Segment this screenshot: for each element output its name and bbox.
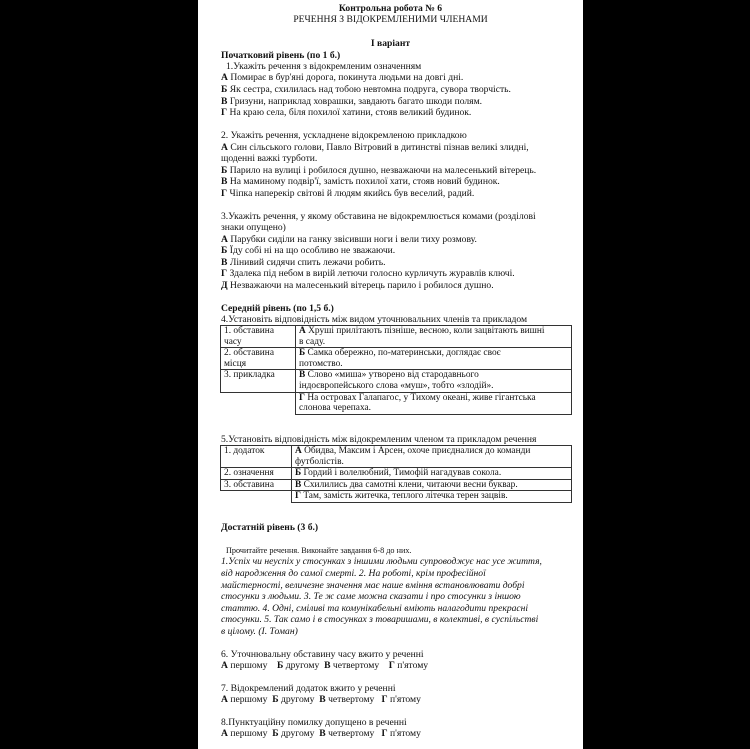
table-row bbox=[221, 370, 572, 392]
q4-right-cell: Г На островах Галапагос, у Тихому океані, живе гігантська слонова черепаха. bbox=[296, 392, 572, 414]
q2-option-a: А Син сільського голови, Павло Вітровий в дитинстві пізнав великі злидні, bbox=[221, 142, 529, 153]
table-row bbox=[221, 326, 572, 348]
table-row bbox=[221, 491, 572, 503]
q4-matching-table bbox=[220, 325, 572, 415]
q4-text: 4.Установіть відповідність між видом уточнювальних членів та прикладом bbox=[221, 314, 528, 325]
q5-right-cell: А Обидва, Максим і Арсен, охоче приєдналися до команди футболістів. bbox=[292, 446, 572, 468]
q4-left-cell: 1. обставина часу bbox=[221, 326, 296, 348]
q3-option-b: Б Їду собі ні на що особливо не зважаючи. bbox=[221, 245, 396, 256]
q4-right-cell: Б Самка обережно, по-материнськи, доглядає своє потомство. bbox=[296, 348, 572, 370]
level1-title: Початковий рівень (по 1 б.) bbox=[221, 50, 341, 61]
q1-option-d: Г На краю села, біля похилої хатини, стояв великий будинок. bbox=[221, 107, 472, 118]
q3-option-a: А Парубки сиділи на ганку звісивши ноги і вели тиху розмову. bbox=[221, 234, 477, 245]
q3-text-line1: 3.Укажіть речення, у якому обставина не відокремлюється комами (розділові bbox=[221, 211, 536, 222]
q4-left-cell bbox=[221, 392, 296, 414]
q5-left-cell: 2. означення bbox=[221, 468, 292, 480]
passage-line: від народження до самої смерті. 2. На роботі, крім професійної bbox=[221, 568, 486, 579]
passage-line: стосунки з людьми. 3. Те ж саме можна сказати і про стосунки з іншою bbox=[221, 591, 521, 602]
passage-line: статтю. 4. Одні, сміливі та комунікабельні вміють налагодити прекрасні bbox=[221, 603, 529, 614]
q4-right-cell: В Слово «миша» утворено від стародавнього індоєвропейського слова «муш», тобто «злодій». bbox=[296, 370, 572, 392]
passage-line: стосунки. 5. Так само і в стосунках з товаришами, в колективі, в суспільстві bbox=[221, 614, 539, 625]
q1-option-b: Б Як сестра, схилилась над тобою невтомна подруга, сувора творчість. bbox=[221, 84, 511, 95]
q3-option-e: Д Незважаючи на малесенький вітерець парило і робилося душно. bbox=[221, 280, 494, 291]
q5-right-cell: Г Там, замість житечка, теплого літечка терен зацвів. bbox=[292, 491, 572, 503]
q8-text: 8.Пунктуаційну помилку допущено в реченні bbox=[221, 717, 407, 728]
q5-left-cell: 3. обставина bbox=[221, 479, 292, 491]
q6-options: А першому Б другому В четвертому Г п'ятому bbox=[221, 660, 429, 671]
level2-title: Середній рівень (по 1,5 б.) bbox=[221, 303, 334, 314]
q2-option-c: В На маминому подвір'ї, замість похилої хати, стояв новий будинок. bbox=[221, 176, 500, 187]
q3-option-c: В Лінивий сидячи спить лежачи робить. bbox=[221, 257, 386, 268]
q2-option-d: Г Чіпка наперекір світові й людям якийсь був веселий, радий. bbox=[221, 188, 475, 199]
q2-option-b: Б Парило на вулиці і робилося душно, незважаючи на малесенький вітерець. bbox=[221, 165, 537, 176]
table-row bbox=[221, 392, 572, 414]
q7-text: 7. Відокремлений додаток вжито у реченні bbox=[221, 683, 396, 694]
variant-heading: І варіант bbox=[370, 38, 411, 49]
page-title: Контрольна робота № 6 bbox=[338, 3, 443, 14]
passage-line: майстерності, величезне значення має наше вміння встановлювати добрі bbox=[221, 580, 525, 591]
q1-text: 1.Укажіть речення з відокремленим означенням bbox=[226, 61, 422, 72]
q5-left-cell: 1. додаток bbox=[221, 446, 292, 468]
table-row bbox=[221, 446, 572, 468]
level3-title: Достатній рівень (3 б.) bbox=[221, 522, 319, 533]
q6-text: 6. Уточнювальну обставину часу вжито у реченні bbox=[221, 649, 424, 660]
table-row bbox=[221, 479, 572, 491]
q5-matching-table bbox=[220, 445, 572, 503]
q2-text: 2. Укажіть речення, ускладнене відокремленою прикладкою bbox=[221, 130, 467, 141]
passage-line: в цілому. (І. Томан) bbox=[221, 626, 298, 637]
q4-right-cell: А Хруші прилітають пізніше, весною, коли зацвітають вишні в саду. bbox=[296, 326, 572, 348]
q7-options: А першому Б другому В четвертому Г п'ятому bbox=[221, 694, 421, 705]
q3-text-line2: знаки опущено) bbox=[221, 222, 286, 233]
q3-option-d: Г Здалека під небом в вирій летючи голосно курличуть журавлів ключі. bbox=[221, 268, 515, 279]
q5-text: 5.Установіть відповідність між відокремленим членом та прикладом речення bbox=[221, 434, 537, 445]
q4-left-cell: 3. прикладка bbox=[221, 370, 296, 392]
passage-line: 1.Успіх чи неуспіх у стосунках з іншими людьми супроводжує нас усе життя, bbox=[221, 556, 542, 567]
q4-left-cell: 2. обставина місця bbox=[221, 348, 296, 370]
q5-left-cell bbox=[221, 491, 292, 503]
q8-options: А першому Б другому В четвертому Г п'ятому bbox=[221, 728, 421, 739]
table-row bbox=[221, 348, 572, 370]
table-row bbox=[221, 468, 572, 480]
level3-instruction: Прочитайте речення. Виконайте завдання 6-8 до них. bbox=[226, 546, 412, 555]
q2-option-a-cont: щоденні важкі турботи. bbox=[221, 153, 318, 164]
page-subtitle: РЕЧЕННЯ З ВІДОКРЕМЛЕНИМИ ЧЛЕНАМИ bbox=[293, 14, 488, 25]
q5-right-cell: В Схилились два самотні клени, читаючи весни буквар. bbox=[292, 479, 572, 491]
worksheet-page bbox=[198, 0, 583, 749]
q1-option-a: А Помирає в бур'яні дорога, покинута людьми на довгі дні. bbox=[221, 72, 464, 83]
q5-right-cell: Б Гордий і волелюбний, Тимофій нагадував сокола. bbox=[292, 468, 572, 480]
q1-option-c: В Гризуни, наприклад ховрашки, завдають багато шкоди полям. bbox=[221, 96, 483, 107]
